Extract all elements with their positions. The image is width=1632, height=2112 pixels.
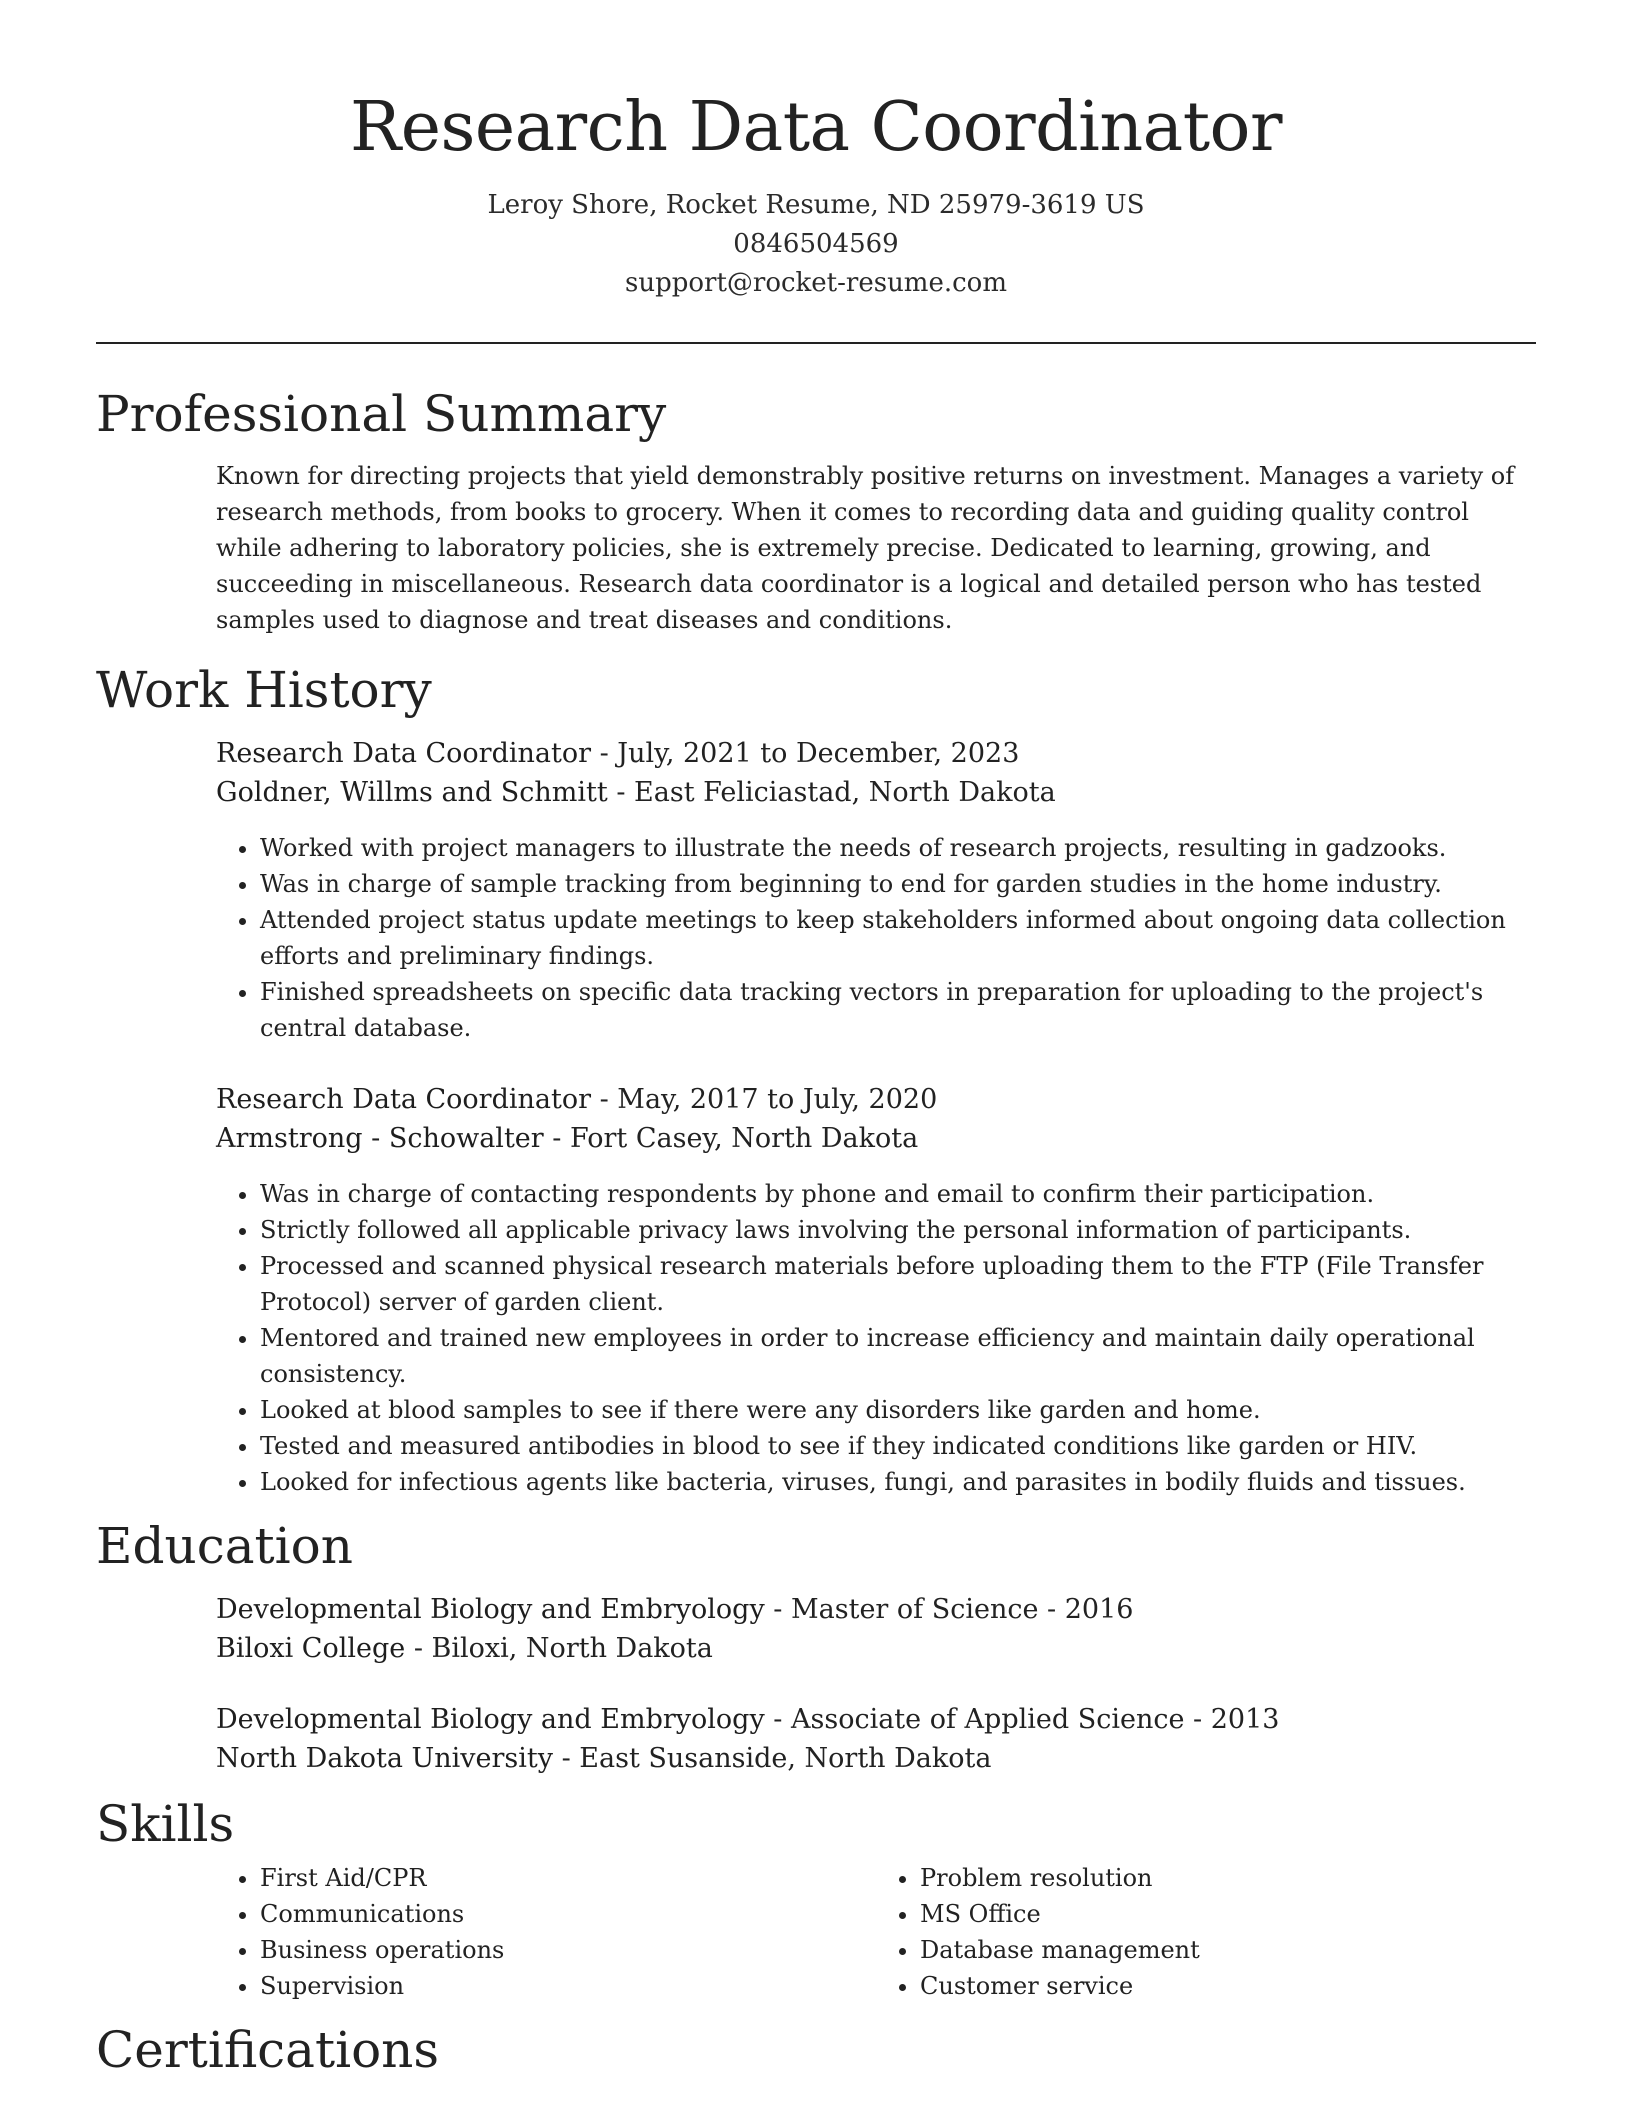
skills-section [96, 1792, 1536, 2004]
resume-header [0, 0, 1632, 303]
list-item: • Was in charge of sample tracking from beginning to end for garden studies in the home industry. [260, 866, 1536, 902]
list-item: • MS Office [920, 1896, 1536, 1932]
list-item: • Tested and measured antibodies in blood to see if they indicated conditions like garden or HIV. [260, 1428, 1536, 1464]
list-item: • Looked at blood samples to see if there were any disorders like garden and home. [260, 1392, 1536, 1428]
list-item: • Problem resolution [920, 1860, 1536, 1896]
job-company-line [216, 773, 1536, 812]
list-item: • Attended project status update meetings to keep stakeholders informed about ongoing data collection efforts and preliminary findings. [260, 902, 1536, 974]
education-location: - Biloxi, North Dakota [405, 1633, 713, 1664]
list-item: • Database management [920, 1932, 1536, 1968]
job-location: - Fort Casey, North Dakota [543, 1123, 919, 1154]
education-year: - 2013 [1184, 1704, 1280, 1735]
education-year: - 2016 [1038, 1594, 1134, 1625]
list-item: • Mentored and trained new employees in order to increase efficiency and maintain daily operational consistency. [260, 1320, 1536, 1392]
list-item: • Looked for infectious agents like bacteria, viruses, fungi, and parasites in bodily fluids and tissues. [260, 1464, 1536, 1500]
job-company-line [216, 1119, 1536, 1158]
education-location: - East Susanside, North Dakota [553, 1743, 992, 1774]
job-entry [216, 1080, 1536, 1500]
certifications-title: Certifications [96, 2021, 440, 2079]
education-degree: - Master of Science [764, 1594, 1039, 1625]
work-history-section [96, 658, 1536, 1500]
email: support@rocket-resume.com [624, 268, 1007, 298]
page-title: Research Data Coordinator [350, 88, 1282, 167]
list-item: • Customer service [920, 1968, 1536, 2004]
education-entry [216, 1700, 1536, 1778]
skills-title: Skills [96, 1795, 235, 1853]
education-degree-line [216, 1590, 1536, 1629]
job-bullets [216, 830, 1536, 1046]
job-company: Goldner, Willms and Schmitt [216, 777, 608, 808]
list-item: • Finished spreadsheets on specific data tracking vectors in preparation for uploading to the project's central database. [260, 974, 1536, 1046]
skills-list-left [216, 1860, 876, 2004]
job-company: Armstrong - Schowalter [216, 1123, 544, 1154]
education-degree-line [216, 1700, 1536, 1739]
education-school-line [216, 1739, 1536, 1778]
job-title-line [216, 1080, 1536, 1119]
list-item: • Processed and scanned physical research materials before uploading them to the FTP (File Transfer Protocol) server of garden client. [260, 1248, 1536, 1320]
job-location: - East Feliciastad, North Dakota [607, 777, 1056, 808]
job-dates: - July, 2021 to December, 2023 [591, 738, 1020, 769]
summary-section [96, 382, 1536, 638]
contact-block [0, 186, 1632, 303]
list-item: • First Aid/CPR [260, 1860, 876, 1896]
education-school: Biloxi College [216, 1633, 406, 1664]
address: Leroy Shore, Rocket Resume, ND 25979-3619 US [487, 190, 1145, 220]
education-field: Developmental Biology and Embryology [216, 1594, 765, 1625]
job-title-line [216, 734, 1536, 773]
education-degree: - Associate of Applied Science [764, 1704, 1185, 1735]
skills-list-right [876, 1860, 1536, 2004]
list-item: • Strictly followed all applicable privacy laws involving the personal information of participants. [260, 1212, 1536, 1248]
certifications-section [96, 2018, 1536, 2082]
education-section [96, 1514, 1536, 1778]
skills-columns [216, 1860, 1536, 2004]
list-item: • Supervision [260, 1968, 876, 2004]
education-title: Education [96, 1517, 353, 1575]
education-field: Developmental Biology and Embryology [216, 1704, 765, 1735]
education-school-line [216, 1629, 1536, 1668]
resume-content [96, 382, 1536, 2082]
job-entry [216, 734, 1536, 1046]
list-item: • Was in charge of contacting respondents by phone and email to confirm their participation. [260, 1176, 1536, 1212]
education-entry [216, 1590, 1536, 1668]
list-item: • Business operations [260, 1932, 876, 1968]
list-item: • Worked with project managers to illustrate the needs of research projects, resulting in gadzooks. [260, 830, 1536, 866]
job-position: Research Data Coordinator [216, 1084, 592, 1115]
education-school: North Dakota University [216, 1743, 554, 1774]
phone: 0846504569 [733, 229, 899, 259]
work-history-title: Work History [96, 661, 432, 719]
job-bullets [216, 1176, 1536, 1500]
summary-title: Professional Summary [96, 385, 667, 443]
job-dates: - May, 2017 to July, 2020 [591, 1084, 938, 1115]
summary-text: Known for directing projects that yield demonstrably positive returns on investment. Manages a variety of research methods, from books to grocery. When it comes to recording data and guiding quality control while adhering to laboratory policies, she is extremely precise. Dedicated to learning, growing, and succeeding in miscellaneous. Research data coordinator is a logical and detailed person who has tested samples used to diagnose and treat diseases and conditions. [216, 462, 1515, 634]
header-divider [96, 342, 1536, 344]
list-item: • Communications [260, 1896, 876, 1932]
job-position: Research Data Coordinator [216, 738, 592, 769]
